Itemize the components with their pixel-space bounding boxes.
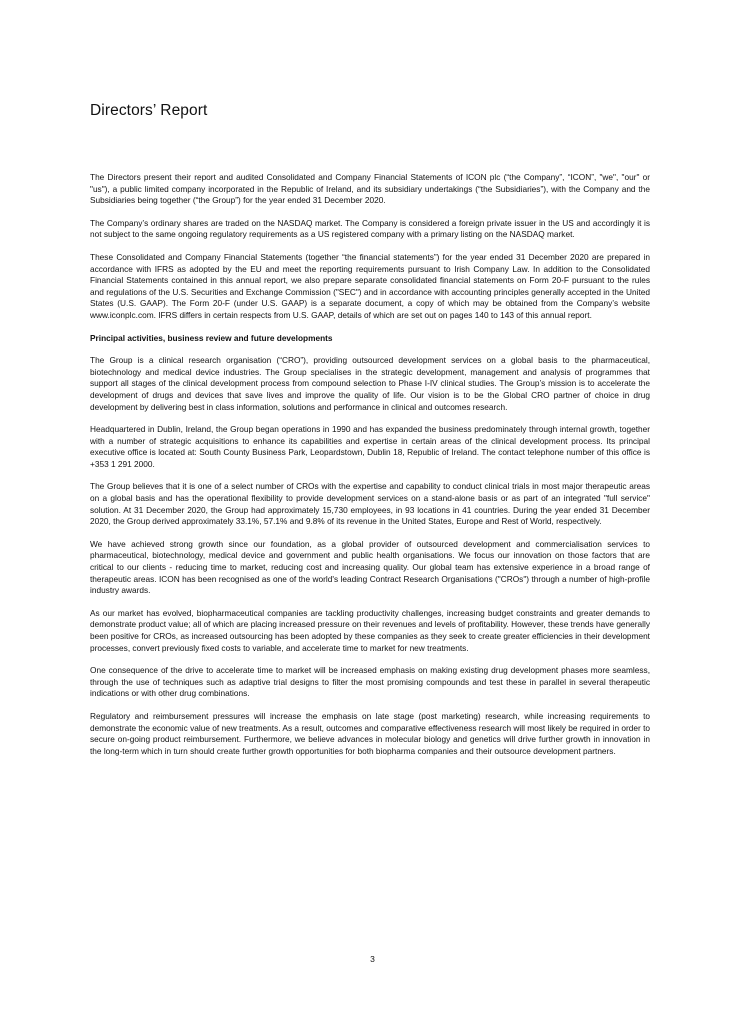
section-paragraph: We have achieved strong growth since our foundation, as a global provider of outsourced development and commercialisation services to pharmaceutical, biotechnology, medical device and government and public health organisations. We focus our innovation on those factors that are critical to our clients - reducing time to market, reducing cost and increasing quality. Our global team has extensive experience in a broad range of therapeutic areas. ICON has been recognised as one of the world's leading Contract Research Organisations ("CROs") through a number of high-profile industry awards.	[90, 538, 650, 596]
section-paragraph: The Group believes that it is one of a select number of CROs with the expertise and capability to conduct clinical trials in most major therapeutic areas on a global basis and has the operational flexibility to provide development services on a stand-alone basis or as part of an integrated "full service" solution. At 31 December 2020, the Group had approximately 15,730 employees, in 93 locations in 41 countries. During the year ended 31 December 2020, the Group derived approximately 33.1%, 57.1% and 9.8% of its revenue in the United States, Europe and Rest of World, respectively.	[90, 481, 650, 527]
section-paragraph: As our market has evolved, biopharmaceutical companies are tackling productivity challenges, increasing budget constraints and greater demands to demonstrate product value; all of which are placing increased pressure on their revenues and levels of profitability. However, these trends have generally been positive for CROs, as increased outsourcing has been adopted by these companies as they seek to create greater efficiencies in their development processes, convert previously fixed costs to variable, and accelerate time to market for new treatments.	[90, 607, 650, 653]
intro-paragraph: These Consolidated and Company Financial Statements (together “the financial statements”) for the year ended 31 December 2020 are prepared in accordance with IFRS as adopted by the EU and meet the reporting requirements pursuant to Irish Company Law. In addition to the Consolidated Financial Statements contained in this annual report, we also prepare separate consolidated financial statements on Form 20-F pursuant to the rules and regulations of the U.S. Securities and Exchange Commission ("SEC") and in accordance with accounting principles generally accepted in the United States (U.S. GAAP). The Form 20-F (under U.S. GAAP) is a separate document, a copy of which may be obtained from the Company’s website www.iconplc.com. IFRS differs in certain respects from U.S. GAAP, details of which are set out on pages 140 to 143 of this annual report.	[90, 251, 650, 320]
page-title: Directors’ Report	[90, 102, 208, 119]
section-heading: Principal activities, business review and future developments	[90, 332, 333, 343]
section-paragraph: One consequence of the drive to accelerate time to market will be increased emphasis on making existing drug development phases more seamless, through the use of techniques such as adaptive trial designs to filter the most promising compounds and test these in parallel in several therapeutic indications or with other drug combinations.	[90, 665, 650, 699]
intro-paragraph: The Company’s ordinary shares are traded on the NASDAQ market. The Company is considered a foreign private issuer in the US and accordingly it is not subject to the same ongoing regulatory requirements as a US registered company with a primary listing on the NASDAQ market.	[90, 217, 650, 240]
intro-paragraph: The Directors present their report and audited Consolidated and Company Financial Statements of ICON plc (“the Company”, “ICON”, "we", "our" or "us"), a public limited company incorporated in the Republic of Ireland, and its subsidiary undertakings (“the Subsidiaries”), with the Company and the Subsidiaries being together (“the Group”) for the year ended 31 December 2020.	[90, 172, 650, 206]
section-paragraph: The Group is a clinical research organisation (“CRO”), providing outsourced development services on a global basis to the pharmaceutical, biotechnology and medical device industries. The Group specialises in the strategic development, management and analysis of programmes that support all stages of the clinical development process from compound selection to Phase I-IV clinical studies. The Group’s mission is to accelerate the development of drugs and devices that save lives and improve the quality of life. Our vision is to be the Global CRO partner of choice in drug development by delivering best in class information, solutions and performance in clinical and outcomes research.	[90, 355, 650, 412]
section-paragraph: Headquartered in Dublin, Ireland, the Group began operations in 1990 and has expanded the business predominately through internal growth, together with a number of strategic acquisitions to enhance its capabilities and expertise in certain areas of the clinical development process. Its principal executive office is located at: South County Business Park, Leopardstown, Dublin 18, Republic of Ireland. The contact telephone number of this office is +353 1 291 2000.	[90, 424, 650, 469]
section-paragraph: Regulatory and reimbursement pressures will increase the emphasis on late stage (post marketing) research, while increasing requirements to demonstrate the economic value of new treatments. As a result, outcomes and comparative effectiveness research will most likely be required in order to secure on-going product reimbursement. Furthermore, we believe advances in molecular biology and genetics will drive further growth in innovation in the long-term which in turn should create further growth opportunities for both biopharma companies and their outsource development partners.	[90, 710, 650, 756]
report-body	[90, 172, 650, 768]
page-number: 3	[370, 954, 375, 964]
